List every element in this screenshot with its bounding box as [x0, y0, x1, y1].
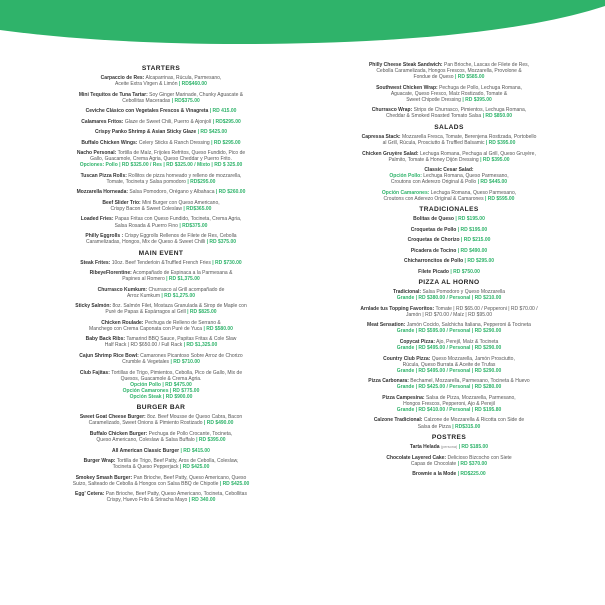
item-name: Beef Slider Trio: — [102, 199, 141, 206]
item-name: Copycat Pizza: — [399, 338, 435, 345]
item-name: Chicharroncitos de Pollo — [403, 258, 464, 265]
item-first-line — [30, 189, 292, 195]
menu-item — [30, 129, 292, 135]
item-description-line — [318, 179, 580, 185]
item-name: Burger Wrap: — [83, 458, 116, 465]
item-price-option: Grande | RD $495.00 / Personal | RD $290.00 — [396, 367, 502, 374]
item-price: | RD$375.00 — [179, 222, 208, 229]
menu-item — [318, 134, 580, 146]
item-name: All American Classic Burger — [112, 447, 180, 454]
item-price: | RD $395.00 — [480, 156, 510, 163]
item-name: Nacho Personal: — [76, 150, 117, 157]
item-price: | RD$315.00 — [452, 423, 481, 430]
menu-column-left — [30, 62, 292, 508]
item-description: Calzone de Mozzarella & Ricotta con Side de — [423, 417, 525, 424]
menu-item — [30, 431, 292, 443]
item-first-line — [318, 237, 580, 243]
item-description: Mozzarella Fresca, Tomate, Berenjena Rostizada, Portobello — [401, 133, 537, 140]
menu-item — [30, 75, 292, 87]
item-price: | RD $425.00 — [197, 129, 228, 136]
item-name: Mozzarella Horneada: — [76, 189, 129, 196]
item-name: Pizza Carbonara: — [368, 378, 409, 385]
item-price-option: Grande | RD $380.00 / Personal | RD $210.00 — [396, 295, 502, 302]
item-price: | RD $370.00 — [457, 460, 488, 467]
item-description: 10oz. Beef Tenderloin &Truffled French Fries — [111, 259, 211, 266]
menu-item — [30, 108, 292, 114]
item-name: Filete Picado — [418, 268, 449, 275]
item-description: Caramelizado, Sweet Onions & Pimiento Rostizado — [88, 420, 203, 427]
item-description: Rollitos de pizza horneado y relleno de mozzarella, — [128, 172, 242, 179]
item-description-line — [318, 157, 580, 163]
item-price-option: Opción Pollo | RD $475.00 — [130, 381, 192, 388]
item-name: Calamares Fritos: — [81, 118, 124, 125]
item-price-option: Grande | RD $425.00 / Personal | RD $280.00 — [396, 384, 502, 391]
item-price: | RD $375.00 — [206, 239, 237, 246]
item-first-line — [318, 248, 580, 254]
item-description-line — [318, 74, 580, 80]
item-name: Buffalo Chicken Burger: — [89, 430, 148, 437]
item-description-line — [30, 309, 292, 315]
item-price: | RD$295.00 — [212, 118, 241, 125]
section-title: SALADS — [434, 123, 464, 131]
item-description: Gallo, Guacamole, Crema Agria, Queso Cheddar y Puerro Frito. — [90, 156, 232, 163]
menu-item — [318, 190, 580, 202]
item-description: Jamón Cocido, Salchicha Italiana, Pepperoni & Tocineta — [406, 322, 531, 329]
item-name: Egg' Cetera: — [75, 491, 105, 498]
item-price: | RD $850.00 — [482, 113, 513, 120]
item-name: Brownie a la Mode — [412, 471, 457, 478]
menu-item — [318, 227, 580, 233]
item-description-line — [30, 359, 292, 365]
item-first-line — [318, 227, 580, 233]
item-name: Cajun Shrimp Rice Bowl: — [79, 352, 139, 359]
item-description: Pechuga de Pollo, Lechuga Romana, — [439, 84, 522, 91]
item-price: | RD $1,325.00 — [183, 342, 218, 349]
menu-item — [318, 417, 580, 429]
menu-item — [30, 150, 292, 168]
menu-item — [318, 167, 580, 185]
item-name: Chicken Roulade: — [101, 319, 144, 326]
menu-item — [30, 370, 292, 400]
item-description: Papas Fritas con Queso Fundido, Tocineta, Crema Agria, — [114, 216, 242, 223]
item-description: Lechuga Romana, Queso Parmesano, — [423, 173, 509, 180]
item-description: Pechuga de Relleno de Serrano & — [144, 319, 221, 326]
item-first-line — [318, 444, 580, 450]
item-description: Tomate, Tocineta y Salsa pomodoro — [106, 178, 186, 185]
item-price: | RD $425.00 — [179, 464, 210, 471]
item-description-line — [30, 223, 292, 229]
item-price: | RD $395.00 — [462, 96, 492, 103]
section-title: BURGER BAR — [136, 404, 186, 412]
item-name: Capressa Stack: — [361, 133, 401, 140]
item-description: Salsa de Pizza — [417, 423, 451, 430]
menu-item — [318, 248, 580, 254]
item-description-line — [30, 420, 292, 426]
item-price-option: Grande | RD $595.00 / Personal | RD $290.00 — [396, 328, 502, 335]
item-description: Cheddar & Smoked Roasted Tomato Salsa — [385, 113, 482, 120]
item-price-option: Opciones: Pollo | RD $325.00 / Res | RD $325.00 / Mixto | RD $ 325.00 — [79, 162, 243, 169]
item-name: Mini Tequitos de Tuna Tartar: — [78, 91, 148, 98]
item-name: Baby Back Ribs: — [85, 336, 126, 343]
item-price: | RD$295.00 — [187, 178, 216, 185]
menu-item — [318, 258, 580, 264]
item-description: 8oz. Beef Mousse de Queso Cabra, Bacon — [147, 414, 243, 421]
item-description: Acompañado de Espinaca a la Parmesana & — [132, 270, 233, 277]
menu-item — [30, 491, 292, 503]
item-description: Pan Brioche, Lascas de Filete de Res, — [443, 62, 530, 68]
item-description: Salsa Pomodoro, Orégano y Albahaca — [129, 189, 215, 196]
menu-item — [30, 260, 292, 266]
item-description: Croutons con Aderezo Original & Pollo — [390, 179, 477, 186]
item-price: | RD $295.00 — [211, 139, 241, 146]
item-name: Churrasco Wrap: — [371, 107, 413, 114]
item-description: Palmito, Tomate & Honey Dijón Dressing — [388, 156, 479, 163]
item-description: Papines al Romero — [122, 276, 165, 283]
item-price: | RD $415.00 — [180, 447, 210, 454]
item-description: Glaze de Sweet Chili, Puerro & Ajonjolí — [124, 118, 212, 125]
menu-item — [30, 189, 292, 195]
item-description-line — [30, 342, 292, 348]
item-price: | RD $585.00 — [454, 74, 485, 81]
item-description: Alcaparrinas, Rúcula, Parmesano, — [145, 75, 222, 81]
item-price: | RD $215.00 — [460, 237, 491, 244]
menu-item — [318, 471, 580, 477]
item-price: | RD $730.00 — [212, 259, 242, 266]
item-description-line — [30, 293, 292, 299]
item-price: | RD $445.00 — [477, 179, 508, 186]
item-name: RibeyeFlorentine: — [89, 270, 132, 277]
menu-item — [30, 140, 292, 146]
item-name: Churrasco Kumkum: — [97, 286, 148, 293]
item-name: Country Club Pizza: — [383, 355, 431, 362]
menu-item — [30, 458, 292, 470]
item-name: Steak Frites: — [80, 259, 111, 266]
menu-item — [318, 339, 580, 351]
item-description: Lechuga Romana, Queso Parmesano, — [430, 189, 517, 196]
menu-item — [30, 336, 292, 348]
menu-item — [30, 475, 292, 487]
item-first-line — [30, 448, 292, 454]
menu-item — [30, 92, 292, 104]
menu-item — [318, 306, 580, 318]
menu-item — [318, 107, 580, 119]
item-description-line — [30, 497, 292, 503]
item-description-line — [30, 179, 292, 185]
item-description-line — [30, 276, 292, 282]
item-name: Arnlade tus Topping Favoritos: — [360, 305, 435, 312]
item-name: Chocolate Layered Cake: — [386, 454, 447, 461]
item-name: Club Fajitas: — [79, 369, 110, 376]
item-description-line — [318, 461, 580, 467]
item-price: | RD $260.00 — [215, 189, 246, 196]
menu-item — [318, 216, 580, 222]
item-description: Bechamel, Mozzarella, Parmesano, Tocineta & Huevo — [410, 378, 530, 385]
item-price-option: Grande | RD $495.00 / Personal | RD $290.00 — [396, 345, 502, 352]
item-name: Tradicional: — [393, 289, 422, 296]
item-description: Capas de Chocolate — [410, 460, 457, 467]
menu-item — [318, 378, 580, 390]
item-description: Camarones Picantoso Sobre Arroz de Chorizo — [140, 352, 243, 359]
item-description-line — [30, 206, 292, 212]
item-description: Aguacate, Queso Fresco, Maíz Rostizado, Tomate & — [390, 90, 508, 97]
item-name: Classic Cesar Salad: — [424, 167, 474, 174]
section-title: MAIN EVENT — [138, 249, 184, 257]
item-description: Pan Brioche, Beef Patty, Queso Americano, Queso — [133, 474, 247, 481]
item-price: | RD $580.00 — [203, 325, 233, 332]
item-price: | RD $825.00 — [187, 309, 217, 316]
item-description-line — [318, 97, 580, 103]
item-first-line — [318, 258, 580, 264]
item-description: Fondue de Queso — [413, 74, 454, 81]
section-title: STARTERS — [141, 65, 181, 72]
menu-item — [318, 455, 580, 467]
item-price: | RD $195.00 — [455, 216, 485, 223]
item-first-line — [30, 260, 292, 266]
menu-item — [30, 414, 292, 426]
item-name: Sweet Goat Cheese Burger: — [79, 414, 146, 421]
item-portion-note: (persona) — [440, 445, 458, 450]
item-name: Meat Sensation: — [367, 322, 406, 329]
item-option: Opción Pollo: — [389, 173, 422, 180]
item-description: Manchego con Crema Caponata con Puré de Yuca — [89, 325, 203, 332]
menu-item — [318, 62, 580, 80]
item-name: Calzone Tradicional: — [373, 417, 423, 424]
menu-item — [318, 85, 580, 103]
item-description: Tortilla de Trigo, Beef Patty, Aros de Cebolla, Coleslaw, — [116, 458, 239, 465]
item-first-line — [30, 129, 292, 135]
item-description: Salsa Pomodoro y Queso Mozzarella — [422, 289, 505, 296]
item-description: Strips de Churrasco, Pimientos, Lechuga Romana, — [413, 107, 527, 114]
menu-column-right — [318, 62, 580, 482]
item-name: Chicken Gruyère Salad: — [362, 150, 419, 157]
item-first-line — [318, 269, 580, 275]
menu-item — [30, 200, 292, 212]
item-description: Jamón | RD $70.00 / Maíz | RD $95.00 — [406, 311, 492, 318]
menu-item — [318, 444, 580, 450]
item-description-line — [318, 424, 580, 430]
menu-item — [30, 119, 292, 125]
item-price-option: Grande | RD $410.00 / Personal | RD $195.80 — [396, 406, 502, 413]
item-description: Tocineta & Queso Pepperjack — [112, 464, 179, 471]
menu-item — [30, 448, 292, 454]
item-description: Queso Americano, Coleslaw & Salsa Buffalo — [96, 437, 195, 444]
menu-item — [318, 151, 580, 163]
item-price: | RD$365.00 — [183, 205, 212, 212]
item-price: | RD 415.00 — [209, 108, 237, 115]
header-band — [0, 0, 605, 60]
item-description: Croutons con Aderezo Original & Camarones — [383, 195, 484, 202]
item-description-line — [30, 464, 292, 470]
menu-item — [318, 269, 580, 275]
item-name: Croquetas de Pollo — [410, 226, 457, 233]
item-price: | RD $395.00 — [485, 140, 516, 147]
item-name: Tuscan Pizza Rolls: — [80, 172, 127, 179]
item-first-line — [318, 216, 580, 222]
item-description-line — [318, 196, 580, 202]
menu-item — [318, 237, 580, 243]
item-price-option: Opción Camarones | RD $775.00 — [122, 387, 200, 394]
item-description: Cebolla Caramelizada, Hongos Frescos, Mozzarella, Provolone & — [376, 68, 522, 75]
menu-item — [30, 233, 292, 245]
item-price: | RD $1,375.00 — [166, 276, 200, 283]
menu-item — [30, 303, 292, 315]
item-name: Smokey Smash Burger: — [75, 474, 133, 481]
item-price: | RD $195.00 — [457, 226, 488, 233]
item-description: Cebollitas Maceradas — [122, 97, 171, 104]
item-price: | RD $595.00 — [484, 195, 515, 202]
item-description-line — [318, 140, 580, 146]
menu-item — [318, 356, 580, 374]
item-description-line — [30, 481, 292, 487]
item-name: Philly Eggrolls : — [85, 232, 124, 239]
item-price: | RD $750.00 — [450, 268, 480, 275]
item-price: | RD$225.00 — [457, 471, 486, 478]
menu-item — [30, 270, 292, 282]
item-description: Crispy, Huevo Frito & Sriracha Mayo — [106, 497, 188, 504]
item-price: | RD$375.00 — [171, 97, 200, 104]
item-price: | RD $490.00 — [203, 420, 234, 427]
section-title: POSTRES — [431, 434, 467, 442]
item-description: Soy Ginger Marinade, Chunky Aguacate & — [149, 91, 244, 98]
item-description: Crispy Bacon & Sweet Coleslaw — [110, 205, 182, 212]
menu-item — [318, 322, 580, 334]
item-first-line — [30, 108, 292, 114]
item-description: Mini Burger con Queso Americano, — [142, 199, 220, 206]
item-name: Philly Cheese Steak Sandwich: — [368, 62, 443, 68]
item-option: Opción Camarones: — [381, 189, 430, 196]
item-description: Tortilla de Maíz, Frijoles Refritos, Queso Fundido, Pico de — [117, 150, 246, 157]
item-description-line — [30, 98, 292, 104]
item-description: Aceite Extra Virgen & Limón — [115, 81, 178, 88]
item-name: Croquetas de Chorizo — [407, 237, 460, 244]
item-description: Pan Brioche, Beef Patty, Queso Americano, Tocineta, Cebollitas — [105, 491, 247, 498]
menu-item — [30, 173, 292, 185]
item-description: Puré de Papas & Espárragos al Grill — [105, 309, 186, 316]
item-price: | RD $490.00 — [457, 247, 488, 254]
menu-item — [30, 320, 292, 332]
item-description: Ajo, Perejil, Maíz & Tocineta — [436, 338, 499, 345]
item-name: Ceviche Clásico con Vegetales Frescos & Vinagreta — [85, 108, 209, 115]
item-price: | RD $395.00 — [196, 437, 226, 444]
item-description: Lechuga Romana, Pechuga al Grill, Queso Gruyère, — [419, 150, 536, 157]
item-price: | RD$460.00 — [178, 81, 207, 88]
item-description: Half Rack | RD $650.00 / Full Rack — [104, 342, 183, 349]
item-name: Loaded Fries: — [80, 216, 114, 223]
item-description: Delicioso Bizcocho con Siete — [447, 454, 512, 461]
item-description-line — [30, 437, 292, 443]
section-title: TRADICIONALES — [419, 206, 479, 214]
item-description: Suizo, Salteado de Cebolla & Hongos con Salsa BBQ de Chipotle — [72, 480, 219, 487]
menu-item — [318, 289, 580, 301]
item-description-line — [30, 239, 292, 245]
item-name: Southwest Chicken Wrap: — [376, 84, 438, 91]
item-first-line — [30, 119, 292, 125]
menu-item — [30, 353, 292, 365]
item-price: | RD $425.00 — [219, 480, 250, 487]
item-description-line — [318, 113, 580, 119]
item-description-line — [30, 81, 292, 87]
item-description: Sweet Chipotle Dressing — [406, 96, 461, 103]
item-name: Picadera de Tocino — [410, 247, 457, 254]
item-price: | RD $185.00 — [458, 444, 489, 451]
item-description: Caramelizadas, Hongos, Mix de Queso & Sweet Chilli — [85, 239, 206, 246]
item-description: Queso Mozzarella, Jamón Prosciutto, — [431, 355, 515, 362]
item-description: Salsa de Pizza, Mozzarella, Parmesano, — [425, 394, 516, 401]
item-name: Bolitas de Queso — [413, 216, 454, 223]
item-name: Carpaccio de Res: — [100, 75, 145, 81]
item-description: Quesos, Guacamole & Crema Agria. — [120, 375, 202, 382]
item-description: Pechuga de Pollo Crocante, Tocineta, — [148, 430, 233, 437]
item-description: Tomate | RD $65.00 / Pepperoni | RD $70.00 / — [435, 305, 538, 312]
item-description: Crumble & Vegetales — [122, 359, 170, 366]
item-description: Crispy Eggrolls Rellenos de Filete de Res, Cebolla — [124, 232, 237, 239]
item-description: Salsa Rosada & Puerro Fino — [114, 222, 178, 229]
item-price: | RD 340.00 — [188, 497, 216, 504]
item-description: 8oz. Salmón Filet, Mostaza Granulada & Sirop de Maple con — [112, 303, 247, 310]
item-description: Tamarind BBQ Sauce, Papitas Fritas & Cole Slaw — [126, 336, 237, 343]
item-description: Celery Sticks & Ranch Dressing — [138, 139, 210, 146]
header-wave — [0, 0, 605, 60]
item-name: Tarta Helada — [409, 444, 440, 451]
item-description: Rúcula, Queso Burrata & Aceite de Trufas — [402, 361, 496, 368]
item-description: Arroz Kumkum — [126, 292, 160, 299]
item-first-line — [318, 471, 580, 477]
item-name: Crispy Panko Shrimp & Asian Sticky Glaze — [94, 129, 197, 136]
item-description: Tortillas de Trigo, Pimientos, Cebolla, Pico de Gallo, Mix de — [111, 369, 243, 376]
section-title: PIZZA AL HORNO — [418, 279, 480, 287]
item-price: | RD $1,275.00 — [161, 292, 196, 299]
item-name: Sticky Salmón: — [75, 303, 112, 310]
item-first-line — [30, 140, 292, 146]
item-description: Churrasco al Grill acompañado de — [148, 286, 225, 293]
item-name: Pizza Campesina: — [382, 394, 425, 401]
item-price-option: Opción Steak | RD $900.00 — [129, 393, 193, 400]
item-description: al Grill, Rúcula, Prosciutto & Truffled Balsamic — [382, 140, 485, 147]
item-name: Buffalo Chicken Wings: — [81, 139, 138, 146]
menu-item — [318, 395, 580, 413]
item-description: Hongos Frescos, Pepperoni, Ajo & Perejil — [403, 400, 495, 407]
item-price: | RD $710.00 — [170, 359, 200, 366]
item-price: | RD $295.00 — [464, 258, 495, 265]
item-description-line — [30, 326, 292, 332]
menu-item — [30, 287, 292, 299]
menu-item — [30, 216, 292, 228]
